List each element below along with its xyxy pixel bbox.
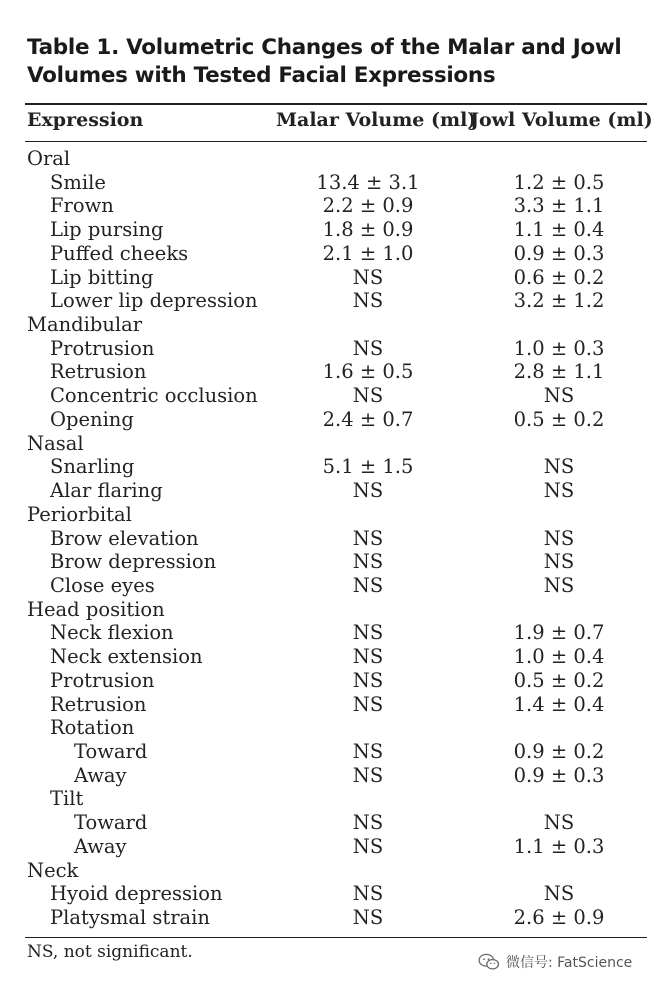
malar-volume-cell: NS (352, 336, 384, 360)
header-expression: Expression (27, 109, 144, 131)
malar-volume-cell: NS (352, 763, 384, 787)
section-label: Periorbital (27, 502, 132, 526)
table-row (0, 242, 670, 266)
expression-label: Away (74, 763, 127, 787)
jowl-volume-cell: 2.6 ± 0.9 (513, 906, 605, 930)
jowl-volume-cell: 0.6 ± 0.2 (513, 265, 605, 289)
table-row (0, 527, 670, 551)
jowl-volume-cell: 1.0 ± 0.4 (513, 645, 605, 669)
table-row (0, 621, 670, 645)
table-row (0, 740, 670, 764)
expression-label: Lip pursing (50, 218, 164, 242)
jowl-volume-cell: 0.9 ± 0.2 (513, 740, 605, 763)
malar-volume-cell: 1.8 ± 0.9 (322, 218, 414, 242)
header-rule (25, 141, 647, 142)
malar-volume-cell: NS (352, 692, 384, 716)
table-row (0, 716, 670, 740)
section-label: Nasal (27, 431, 84, 455)
expression-label: Neck extension (50, 645, 203, 669)
table-row (0, 479, 670, 503)
watermark-text: 微信号: FatScience (506, 955, 633, 971)
table-row (0, 289, 670, 313)
jowl-volume-cell: 1.1 ± 0.3 (513, 834, 605, 858)
section-label: Neck (27, 858, 79, 882)
table-row (0, 550, 670, 574)
expression-label: Frown (50, 194, 114, 218)
table-section-row (0, 147, 670, 171)
header-malar-volume: Malar Volume (ml) (276, 109, 477, 131)
jowl-volume-cell: 1.1 ± 0.4 (513, 218, 605, 242)
jowl-volume-cell: 0.9 ± 0.3 (513, 763, 605, 787)
expression-label: Toward (74, 811, 148, 835)
bottom-rule (25, 937, 647, 938)
table-row (0, 574, 670, 598)
expression-label: Protrusion (50, 668, 155, 692)
top-rule (25, 103, 647, 105)
malar-volume-cell: NS (352, 882, 384, 906)
table-row (0, 787, 670, 811)
malar-volume-cell: NS (352, 384, 384, 408)
expression-label: Retrusion (50, 692, 147, 716)
jowl-volume-cell: 3.3 ± 1.1 (513, 194, 605, 218)
table-section-row (0, 503, 670, 527)
expression-label: Opening (50, 407, 134, 431)
table-row (0, 764, 670, 788)
malar-volume-cell: NS (352, 526, 384, 550)
jowl-volume-cell: 0.5 ± 0.2 (513, 407, 605, 431)
malar-volume-cell: NS (352, 573, 384, 597)
jowl-volume-cell: NS (543, 550, 575, 574)
malar-volume-cell: 2.1 ± 1.0 (322, 241, 414, 265)
malar-volume-cell: 2.4 ± 0.7 (322, 407, 414, 431)
table-title-line-2: Volumes with Tested Facial Expressions (27, 63, 496, 88)
expression-label: Brow depression (50, 550, 217, 574)
jowl-volume-cell: 1.4 ± 0.4 (513, 692, 605, 716)
malar-volume-cell: NS (352, 621, 384, 645)
watermark (478, 952, 632, 972)
table-row (0, 218, 670, 242)
expression-label: Rotation (50, 716, 135, 740)
table-row (0, 811, 670, 835)
expression-label: Lower lip depression (50, 289, 258, 313)
jowl-volume-cell: 1.2 ± 0.5 (513, 170, 605, 194)
expression-label: Brow elevation (50, 526, 199, 550)
expression-label: Concentric occlusion (50, 384, 258, 408)
jowl-volume-cell: 0.5 ± 0.2 (513, 668, 605, 692)
jowl-volume-cell: 3.2 ± 1.2 (513, 289, 605, 313)
expression-label: Retrusion (50, 360, 147, 384)
malar-volume-cell: NS (352, 479, 384, 503)
expression-label: Alar flaring (50, 479, 163, 503)
section-label: Head position (27, 597, 165, 621)
malar-volume-cell: 13.4 ± 3.1 (316, 170, 420, 194)
malar-volume-cell: NS (352, 265, 384, 289)
table-title-line-1: Table 1. Volumetric Changes of the Malar and Jowl (27, 35, 622, 60)
table-row (0, 645, 670, 669)
jowl-volume-cell: NS (543, 384, 575, 408)
table-row (0, 171, 670, 195)
expression-label: Away (74, 834, 127, 858)
table-row (0, 408, 670, 432)
malar-volume-cell: NS (352, 645, 384, 669)
table-section-row (0, 598, 670, 622)
jowl-volume-cell: NS (543, 526, 575, 550)
malar-volume-cell: NS (352, 550, 384, 574)
jowl-volume-cell: 1.9 ± 0.7 (513, 621, 605, 645)
expression-label: Protrusion (50, 336, 155, 360)
malar-volume-cell: 2.2 ± 0.9 (322, 194, 414, 218)
expression-label: Snarling (50, 455, 135, 479)
expression-label: Toward (74, 740, 148, 763)
malar-volume-cell: 5.1 ± 1.5 (322, 455, 414, 479)
jowl-volume-cell: 0.9 ± 0.3 (513, 241, 605, 265)
section-label: Mandibular (27, 313, 143, 337)
table-row (0, 337, 670, 361)
jowl-volume-cell: NS (543, 479, 575, 503)
jowl-volume-cell: 2.8 ± 1.1 (513, 360, 605, 384)
jowl-volume-cell: NS (543, 573, 575, 597)
table-row (0, 669, 670, 693)
table-row (0, 835, 670, 859)
malar-volume-cell: NS (352, 906, 384, 930)
expression-label: Close eyes (50, 573, 155, 597)
malar-volume-cell: NS (352, 289, 384, 313)
malar-volume-cell: NS (352, 740, 384, 763)
malar-volume-cell: 1.6 ± 0.5 (322, 360, 414, 384)
wechat-icon (478, 953, 500, 971)
malar-volume-cell: NS (352, 834, 384, 858)
expression-label: Neck flexion (50, 621, 174, 645)
table-row (0, 906, 670, 930)
header-jowl-volume: Jowl Volume (ml) (470, 109, 653, 131)
expression-label: Lip bitting (50, 265, 154, 289)
table-row (0, 266, 670, 290)
jowl-volume-cell: NS (543, 882, 575, 906)
malar-volume-cell: NS (352, 668, 384, 692)
jowl-volume-cell: NS (543, 811, 575, 835)
expression-label: Tilt (50, 787, 84, 811)
jowl-volume-cell: 1.0 ± 0.3 (513, 336, 605, 360)
table-row (0, 455, 670, 479)
footnote: NS, not significant. (27, 942, 193, 962)
section-label: Oral (27, 147, 71, 170)
table-title (27, 34, 647, 90)
table-row (0, 882, 670, 906)
expression-label: Puffed cheeks (50, 241, 189, 265)
malar-volume-cell: NS (352, 811, 384, 835)
jowl-volume-cell: NS (543, 455, 575, 479)
table-row (0, 384, 670, 408)
table-section-row (0, 859, 670, 883)
table-section-row (0, 432, 670, 456)
expression-label: Platysmal strain (50, 906, 210, 930)
table-row (0, 360, 670, 384)
table-section-row (0, 313, 670, 337)
table-row (0, 194, 670, 218)
expression-label: Smile (50, 170, 106, 194)
table-row (0, 693, 670, 717)
expression-label: Hyoid depression (50, 882, 223, 906)
